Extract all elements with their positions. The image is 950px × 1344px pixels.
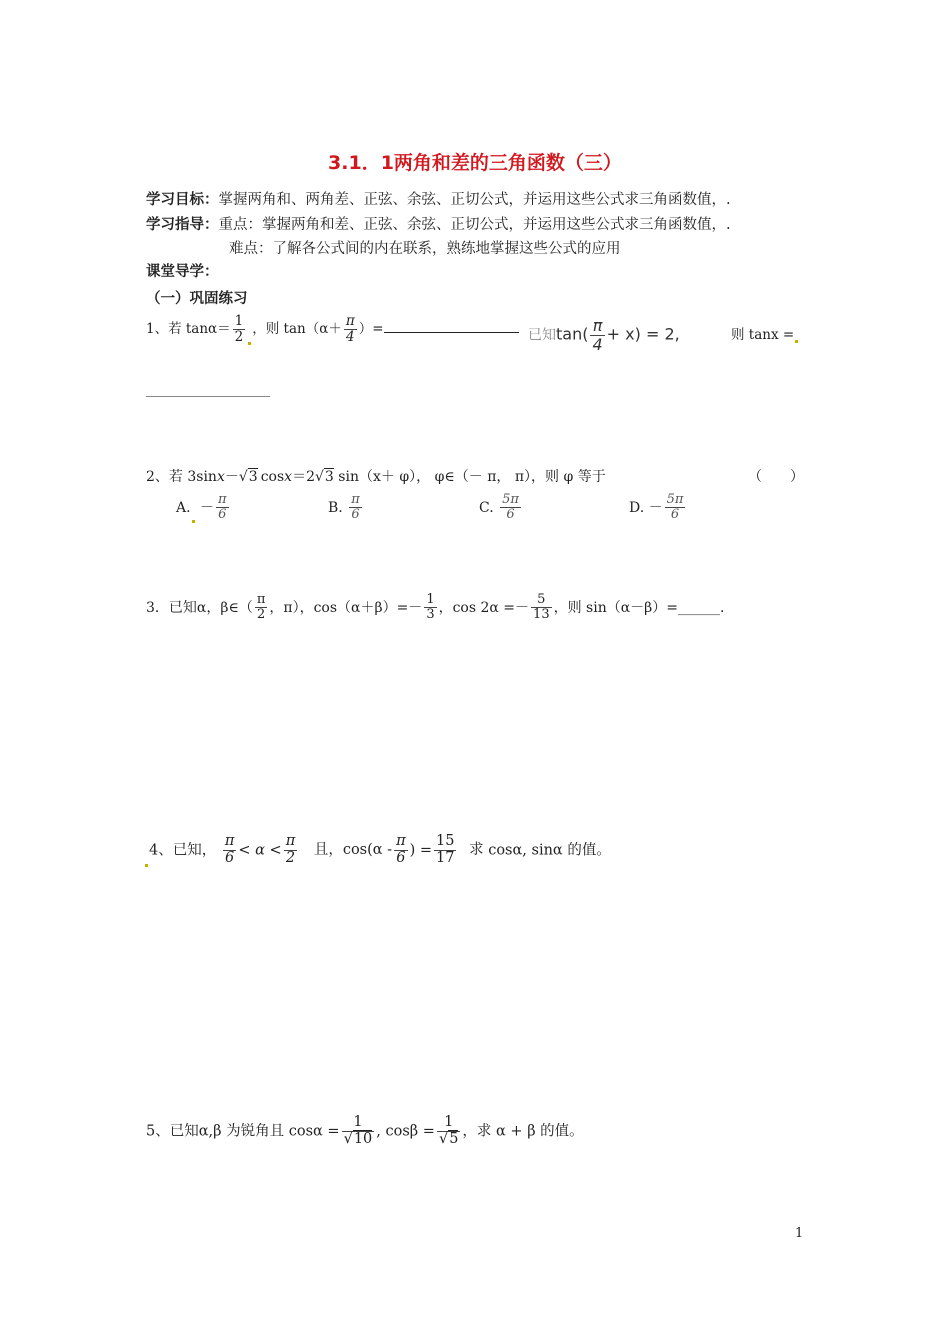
q1-known-expression [528,317,680,353]
guide-label: 学习指导： [146,217,219,233]
q1-fraction-half: $\frac{1}{2}$ [234,313,244,345]
q2-option-c[interactable]: C. $\frac{5\pi}{6}$ [479,492,519,523]
q4-fraction-15-17: $\frac{15}{17}$ [436,833,455,866]
question-2: 2、若 3sinx－√3 cosx＝2√3 sin（x＋ φ）， φ∈（－ π， π），则 φ 等于 [146,469,606,485]
q1-mid: ，则 tan（α＋ [252,320,342,337]
q4-fraction-pi2: $\frac{\pi}{2}$ [285,833,296,866]
q5-fraction-1-sqrt5: $\frac{1}{√5}$ [438,1114,459,1147]
q4-target: cosα, sinα [488,842,563,859]
q1-answer-blank[interactable] [384,318,519,333]
q2-sqrt3-b: 3 [324,469,334,485]
q3-fraction-pi2: $\frac{\pi}{2}$ [256,592,266,623]
guide-key: 重点：掌握两角和差、正弦、余弦、正切公式，并运用这些公式求三角函数值，. [218,217,731,233]
question-1 [146,314,519,345]
q2-answer-paren[interactable]: （ ） [748,469,804,485]
q2-option-a[interactable]: A. － $\frac{\pi}{6}$ [176,492,227,523]
question-4: 4、已知， $\frac{\pi}{6}$ < α < $\frac{\pi}{2}$ 且，cos(α - $\frac{\pi}{6}$ ) = $\frac{15}{17}$ 求 cosα, sinα 的值。 [144,834,611,867]
q1-after: ）= [358,320,384,337]
page-number: 1 [795,1226,804,1241]
goals-text: 掌握两角和、两角差、正弦、余弦、正切公式，并运用这些公式求三角函数值，. [218,192,731,208]
q2-option-d[interactable]: D. － $\frac{5\pi}{6}$ [629,492,684,523]
q1-expr-end: + x) = 2, [606,324,680,344]
question-5: 5、已知α,β 为锐角且 cosα = $\frac{1}{√10}$ , cosβ = $\frac{1}{√5}$ ，求 α + β 的值。 [146,1114,584,1147]
page-title: 3.1．1两角和差的三角函数（三） [328,152,622,174]
q2-sqrt3: 3 [248,469,258,485]
learning-goals [146,188,731,209]
q2-start: 2、若 3sin [146,469,217,485]
q1-expr-start: tan( [556,324,589,344]
section-heading: （一）巩固练习 [146,291,248,307]
q3-answer-blank[interactable]: ______. [678,599,725,616]
q1-fraction-pi4-b: $\frac{\pi}{4}$ [592,316,603,354]
q1-known: 已知 [528,327,556,344]
guide-difficult: 难点：了解各公式间的内在联系，熟练地掌握这些公式的应用 [229,241,621,257]
q2-option-b[interactable]: B. $\frac{\pi}{6}$ [328,492,360,523]
goals-label: 学习目标： [146,192,219,208]
q1-answer-blank-2[interactable] [146,396,270,397]
classroom-heading: 课堂导学： [146,264,219,280]
q2-tail: sin（x＋ φ）， φ∈（－ π， π），则 φ 等于 [338,469,606,485]
q3-fraction-third: $\frac{1}{3}$ [426,592,435,623]
q1-ask: 则 tanx = [731,323,799,343]
q4-fraction-pi6-b: $\frac{\pi}{6}$ [396,833,406,866]
learning-guide [146,213,731,234]
q3-fraction-5-13: $\frac{5}{13}$ [533,592,550,623]
q1-fraction-pi4: $\frac{\pi}{4}$ [345,313,355,345]
q1-prefix: 1、若 tanα＝ [146,320,231,337]
q5-fraction-1-sqrt10: $\frac{1}{√10}$ [343,1114,373,1147]
q4-fraction-pi6: $\frac{\pi}{6}$ [224,833,235,866]
question-3: 3．已知α，β∈（ $\frac{\pi}{2}$ ，π），cos（α＋β）=－ $\frac{1}{3}$ ，cos 2α =－ $\frac{5}{13}$ ，则 sin（α－β）=______. [146,592,725,623]
